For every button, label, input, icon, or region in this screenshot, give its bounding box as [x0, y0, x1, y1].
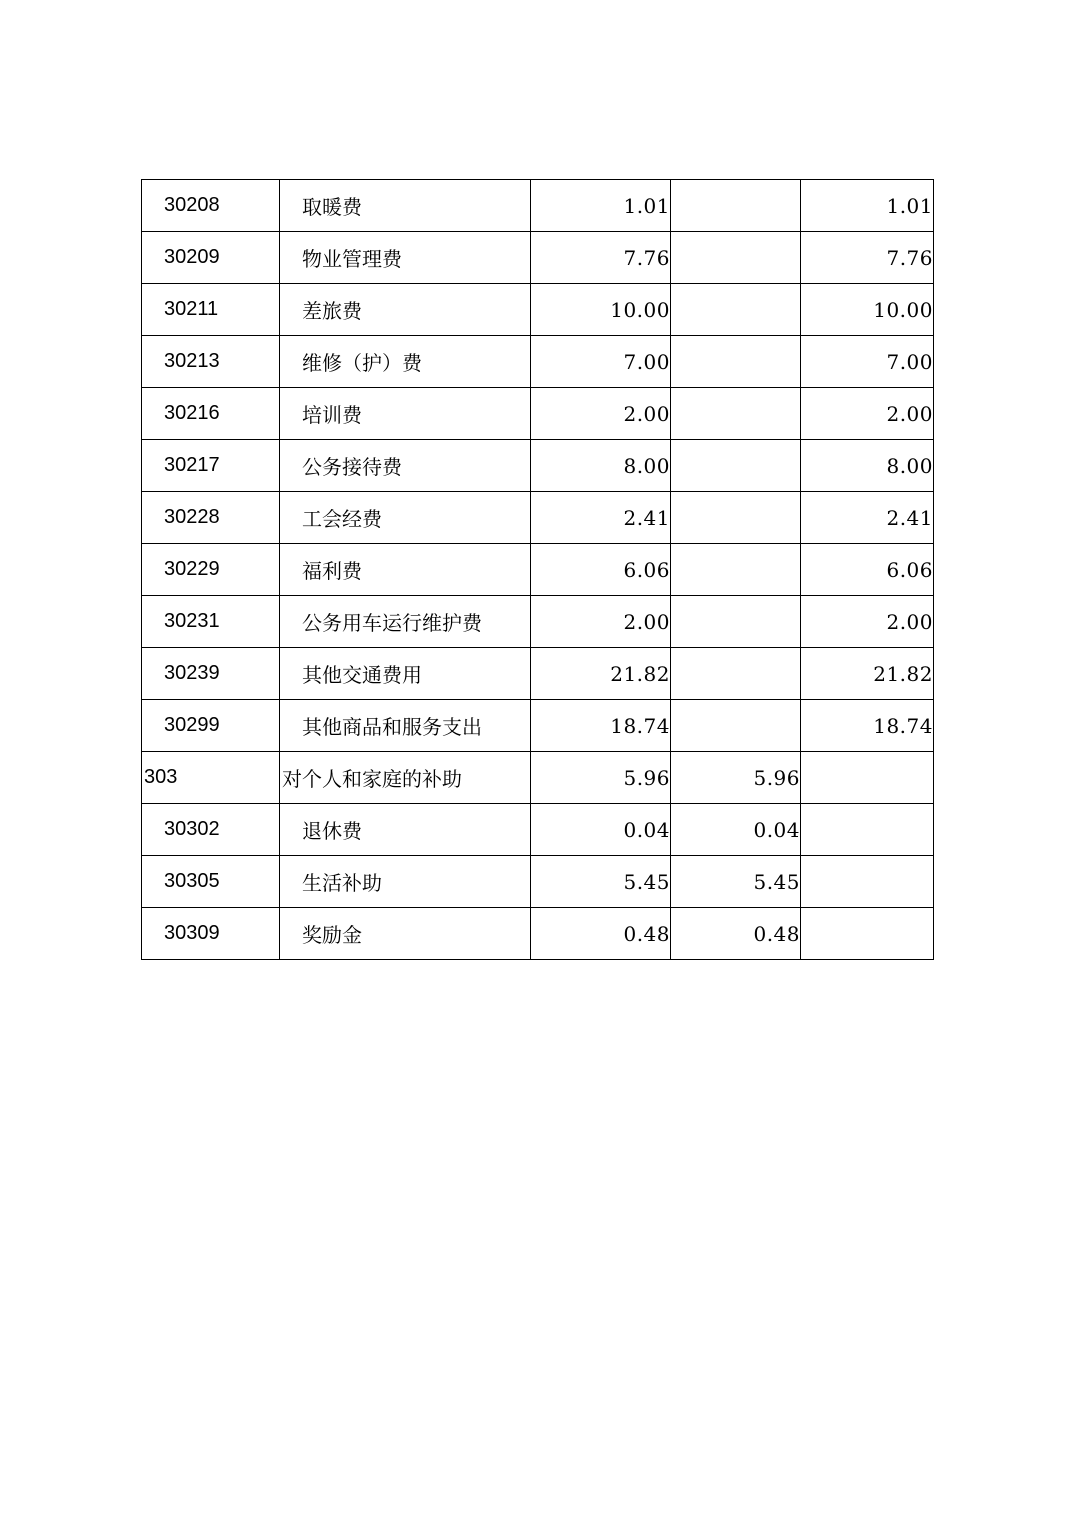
item-code-cell: 30302: [142, 804, 280, 856]
basic-amount-cell: [671, 700, 801, 752]
item-name-cell: 维修（护）费: [280, 336, 531, 388]
total-amount-cell: 6.06: [531, 544, 671, 596]
item-code-cell: 30231: [142, 596, 280, 648]
total-amount-cell: 0.04: [531, 804, 671, 856]
total-amount-cell: 1.01: [531, 180, 671, 232]
item-name-cell: 工会经费: [280, 492, 531, 544]
project-amount-cell: 1.01: [801, 180, 934, 232]
basic-amount-cell: [671, 440, 801, 492]
project-amount-cell: 10.00: [801, 284, 934, 336]
basic-amount-cell: [671, 492, 801, 544]
item-code-cell: 30211: [142, 284, 280, 336]
table-row: [142, 544, 934, 596]
item-name-cell: 其他交通费用: [280, 648, 531, 700]
table-row: [142, 440, 934, 492]
item-name-cell: 生活补助: [280, 856, 531, 908]
total-amount-cell: 18.74: [531, 700, 671, 752]
basic-amount-cell: [671, 232, 801, 284]
total-amount-cell: 2.41: [531, 492, 671, 544]
project-amount-cell: 21.82: [801, 648, 934, 700]
total-amount-cell: 5.96: [531, 752, 671, 804]
item-code-cell: 30213: [142, 336, 280, 388]
total-amount-cell: 10.00: [531, 284, 671, 336]
table-row: [142, 648, 934, 700]
basic-amount-cell: [671, 596, 801, 648]
basic-amount-cell: [671, 180, 801, 232]
total-amount-cell: 5.45: [531, 856, 671, 908]
item-code-cell: 30299: [142, 700, 280, 752]
item-name-cell: 其他商品和服务支出: [280, 700, 531, 752]
table-row: [142, 908, 934, 960]
project-amount-cell: 2.00: [801, 388, 934, 440]
basic-amount-cell: 5.45: [671, 856, 801, 908]
item-name-cell: 培训费: [280, 388, 531, 440]
item-name-cell: 奖励金: [280, 908, 531, 960]
item-code-cell: 30216: [142, 388, 280, 440]
total-amount-cell: 21.82: [531, 648, 671, 700]
table-body: [142, 180, 934, 960]
item-name-cell: 公务用车运行维护费: [280, 596, 531, 648]
basic-amount-cell: [671, 284, 801, 336]
table-row: [142, 388, 934, 440]
item-code-cell: 303: [142, 752, 280, 804]
basic-amount-cell: [671, 336, 801, 388]
project-amount-cell: [801, 804, 934, 856]
total-amount-cell: 0.48: [531, 908, 671, 960]
item-name-cell: 退休费: [280, 804, 531, 856]
project-amount-cell: [801, 752, 934, 804]
item-name-cell: 取暖费: [280, 180, 531, 232]
item-code-cell: 30309: [142, 908, 280, 960]
project-amount-cell: 6.06: [801, 544, 934, 596]
table-row: [142, 284, 934, 336]
table-row: [142, 180, 934, 232]
total-amount-cell: 2.00: [531, 596, 671, 648]
total-amount-cell: 2.00: [531, 388, 671, 440]
table-row: [142, 232, 934, 284]
item-name-cell: 福利费: [280, 544, 531, 596]
item-code-cell: 30209: [142, 232, 280, 284]
item-name-cell: 对个人和家庭的补助: [280, 752, 531, 804]
project-amount-cell: 2.00: [801, 596, 934, 648]
item-code-cell: 30239: [142, 648, 280, 700]
project-amount-cell: [801, 856, 934, 908]
project-amount-cell: 18.74: [801, 700, 934, 752]
table-row: [142, 336, 934, 388]
basic-amount-cell: [671, 388, 801, 440]
total-amount-cell: 7.76: [531, 232, 671, 284]
basic-amount-cell: [671, 544, 801, 596]
table-row: [142, 492, 934, 544]
basic-amount-cell: 5.96: [671, 752, 801, 804]
item-code-cell: 30229: [142, 544, 280, 596]
item-name-cell: 差旅费: [280, 284, 531, 336]
table-row: [142, 700, 934, 752]
item-name-cell: 物业管理费: [280, 232, 531, 284]
project-amount-cell: [801, 908, 934, 960]
total-amount-cell: 7.00: [531, 336, 671, 388]
table-row: [142, 752, 934, 804]
table-row: [142, 596, 934, 648]
project-amount-cell: 7.76: [801, 232, 934, 284]
item-code-cell: 30228: [142, 492, 280, 544]
item-code-cell: 30217: [142, 440, 280, 492]
table-row: [142, 856, 934, 908]
table-row: [142, 804, 934, 856]
project-amount-cell: 8.00: [801, 440, 934, 492]
project-amount-cell: 2.41: [801, 492, 934, 544]
item-name-cell: 公务接待费: [280, 440, 531, 492]
total-amount-cell: 8.00: [531, 440, 671, 492]
basic-amount-cell: 0.48: [671, 908, 801, 960]
basic-amount-cell: 0.04: [671, 804, 801, 856]
item-code-cell: 30208: [142, 180, 280, 232]
basic-amount-cell: [671, 648, 801, 700]
expenditure-table: [141, 179, 934, 960]
project-amount-cell: 7.00: [801, 336, 934, 388]
item-code-cell: 30305: [142, 856, 280, 908]
